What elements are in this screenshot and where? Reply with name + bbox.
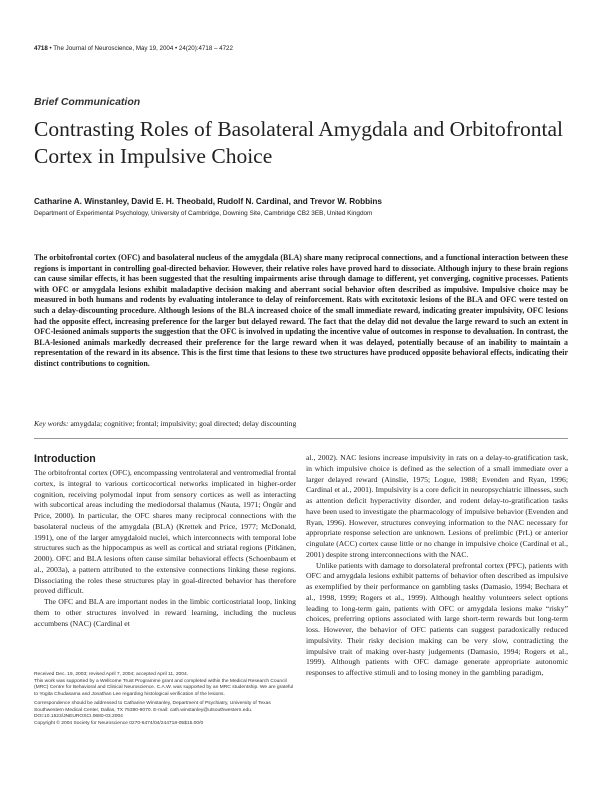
received-dates: Received Dec. 19, 2003; revised April 7, 2004; accepted April 11, 2004. (34, 672, 189, 677)
funding-note: This work was supported by a Wellcome Trust Programme grant and completed within the Medical Research Council (MRC) Centre for Behavioral and Clinical Neuroscience. C.A.W. was supported by an MRC studentship. We are grateful to Yogita Chudasama and Jonathan Lee regarding histological verification of the lesions. (34, 678, 294, 698)
body-column-left (34, 453, 296, 629)
abstract: The orbitofrontal cortex (OFC) and basolateral nucleus of the amygdala (BLA) share many reciprocal connections, and a functional interaction between these regions is important in controlling goal-directed behavior. However, their relative roles have proved hard to dissociate. Although injury to these brain regions can cause similar effects, it has been suggested that the resulting impairments arise through damage to different, yet converging, cognitive processes. Patients with OFC or amygdala lesions exhibit maladaptive decision making and aberrant social behavior often described as impulsive. Impulsive choice may be measured in both humans and rodents by evaluating intolerance to delay of reinforcement. Rats with excitotoxic lesions of the BLA and OFC were tested on such a delay-discounting procedure. Although lesions of the BLA increased choice of the small immediate reward, indicating greater impulsivity, OFC lesions had the opposite effect, increasing preference for the larger but delayed reward. The fact that the delay did not devalue the large reward to such an extent in OFC-lesioned animals supports the suggestion that the OFC is involved in updating the incentive value of outcomes in response to devaluation. In contrast, the BLA-lesioned animals markedly decreased their preference for the large reward when it was delayed, potentially because of an inability to maintain a representation of the reward in its absence. This is the first time that lesions to these two structures have produced opposite behavioral effects, indicating their distinct contributions to cognition. (34, 253, 568, 368)
doi: DOI:10.1523/JNEUROSCI.0680-03.2004 (34, 714, 123, 720)
author-affiliation: Department of Experimental Psychology, University of Cambridge, Downing Site, Cambridge CB2 3EB, United Kingdom (34, 210, 373, 217)
divider (34, 438, 568, 439)
body-paragraph: The orbitofrontal cortex (OFC), encompassing ventrolateral and ventromedial frontal cortex, is integral to various corticocortical networks implicated in higher-order cognition, receiving polymodal input from sensory cortices as well as interacting with subcortical areas including the mediodorsal thalamus (Nauta, 1971; Öngür and Price, 2000). In particular, the OFC shares many reciprocal connections with the basolateral nucleus of the amygdala (BLA) (Krettek and Price, 1977; McDonald, 1991), one of the larger amygdaloid nuclei, which interconnects with temporal lobe structures such as the hippocampus as well as cortical and striatal regions (Pitkänen, 2000). OFC and BLA lesions often cause similar behavioral effects (Schoenbaum et al., 2003a), a pattern attributed to the extensive connections linking these regions. Dissociating the roles these structures play in goal-directed behavior has therefore proved difficult. (34, 468, 296, 596)
introduction-heading: Introduction (34, 453, 96, 465)
page-number: 4718 (34, 45, 48, 52)
body-paragraph: Unlike patients with damage to dorsolateral prefrontal cortex (PFC), patients with OFC and amygdala lesions exhibit patterns of behavior often described as impulsive as exemplified by their performance on gambling tasks (Damasio, 1994; Bechara et al., 1998, 1999; Rogers et al., 1999). Although healthy volunteers select options leading to long-term gain, patients with OFC or amygdala lesions make “risky” choices, preferring options associated with large short-term rewards but long-term loss. However, the behavior of OFC patients can suggest paradoxically reduced impulsivity. Their risky decision making can be very slow, contradicting the impulsive trait of making over-hasty judgements (Damasio, 1994; Rogers et al., 1999). Although patients with OFC damage generate appropriate autonomic responses to affective stimuli and to losing money in the gambling paradigm, (306, 560, 568, 677)
article-title: Contrasting Roles of Basolateral Amygdala and Orbitofrontal Cortex in Impulsive Choice (34, 117, 564, 168)
body-paragraph: The OFC and BLA are important nodes in the limbic corticostriatal loop, linking them to other structures involved in reward learning, including the nucleus accumbens (NAC) (Cardinal et (34, 597, 296, 628)
body-paragraph: al., 2002). NAC lesions increase impulsivity in rats on a delay-to-gratification task, in which impulsive choice is defined as the selection of a small immediate over a larger delayed reward (Ainslie, 1975; Logue, 1988; Evenden and Ryan, 1996; Cardinal et al., 2001). Impulsivity is a core deficit in neuropsychiatric illnesses, such as attention deficit hyperactivity disorder, and rodent delay-to-gratification tasks have been used to investigate the pharmacology of impulsive behavior (Evenden and Ryan, 1996). However, structures conveying information to the NAC necessary for appropriate response selection are unknown. Lesions of prelimbic (PrL) or anterior cingulate (ACC) cortex cause little or no change in impulsive choice (Cardinal et al., 2001) despite strong interconnections with the NAC. (306, 453, 568, 559)
body-column-right (306, 453, 568, 679)
copyright: Copyright © 2004 Society for Neuroscience 0270-6474/04/244718-05$15.00/0 (34, 720, 204, 726)
correspondence-note: Correspondence should be addressed to Catharine Winstanley, Department of Psychiatry, University of Texas Southwestern Medical Center, Dallas, TX 75390-9070. E-mail: cath.winstanley@utsouthwestern.edu. (34, 700, 271, 713)
footnotes (34, 672, 296, 728)
running-header (34, 45, 574, 52)
journal-citation: • The Journal of Neuroscience, May 19, 2004 • 24(20):4718 – 4722 (49, 45, 233, 52)
section-label: Brief Communication (34, 96, 141, 108)
keywords-text: amygdala; cognitive; frontal; impulsivity; goal directed; delay discounting (70, 419, 297, 428)
keywords-label: Key words: (34, 419, 69, 428)
author-list: Catharine A. Winstanley, David E. H. Theobald, Rudolf N. Cardinal, and Trevor W. Robbins (34, 197, 382, 206)
keywords (34, 419, 568, 428)
